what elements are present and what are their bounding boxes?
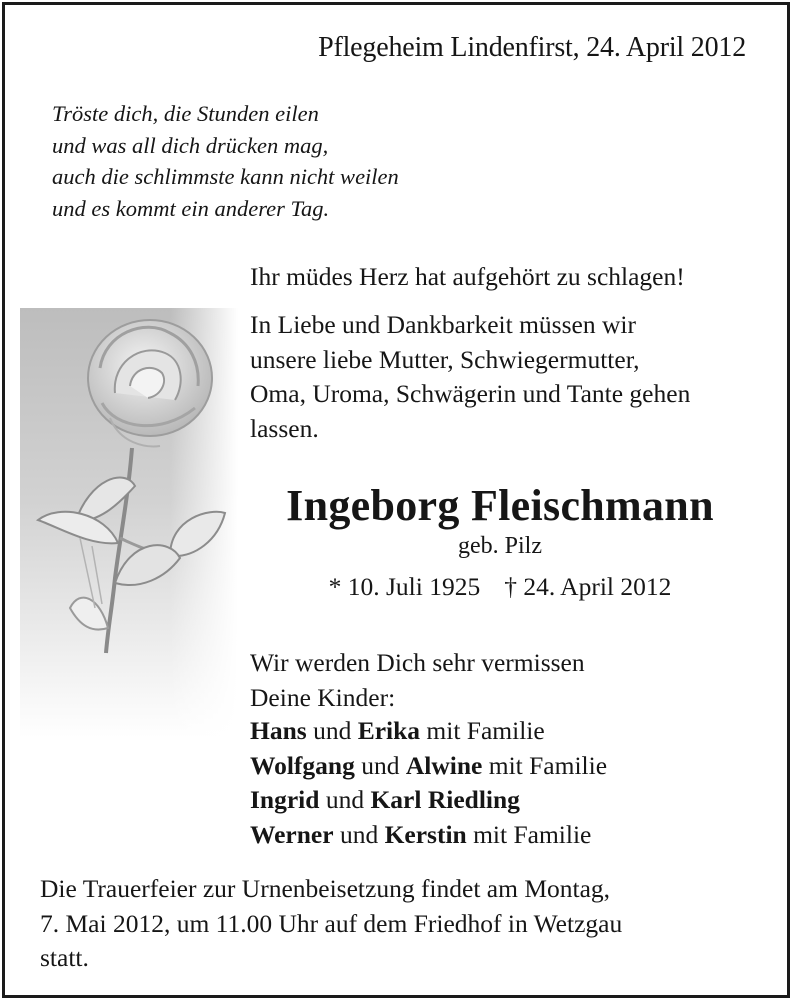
family-entry — [250, 749, 770, 784]
announcement-line: lassen. — [250, 413, 319, 443]
family-entry — [250, 783, 770, 818]
rose-icon — [20, 308, 238, 738]
family-second-name: Kerstin — [384, 819, 467, 849]
life-dates — [250, 572, 750, 602]
family-suffix: mit Familie — [473, 819, 592, 849]
family-first-name: Ingrid — [250, 785, 320, 814]
deceased-name: Ingeborg Fleischmann — [286, 481, 714, 530]
family-and: und — [325, 785, 365, 814]
ceremony-line: 7. Mai 2012, um 11.00 Uhr auf dem Friedhof in Wetzgau — [40, 908, 623, 938]
family-first-name: Wolfgang — [250, 750, 355, 780]
announcement-line: In Liebe und Dankbarkeit müssen wir — [250, 310, 636, 339]
family-second-name: Erika — [357, 716, 421, 745]
children-label: Deine Kinder: — [250, 682, 396, 712]
family-suffix: mit Familie — [426, 716, 545, 745]
poem — [52, 98, 399, 224]
announcement-line: Oma, Uroma, Schwägerin und Tante gehen — [250, 379, 691, 408]
poem-line: und es kommt ein anderer Tag. — [52, 195, 330, 221]
birth-date: * 10. Juli 1925 — [328, 572, 481, 601]
place-date: Pflegeheim Lindenfirst, 24. April 2012 — [318, 32, 746, 63]
family-entry — [250, 714, 770, 749]
ceremony-line: Die Trauerfeier zur Urnenbeisetzung findet am Montag, — [40, 874, 611, 903]
family-first-name: Werner — [250, 819, 334, 849]
family-second-name: Alwine — [405, 750, 483, 780]
heart-line: Ihr müdes Herz hat aufgehört zu schlagen! — [250, 262, 685, 291]
mourners-list — [250, 714, 770, 852]
birth-name: geb. Pilz — [458, 533, 542, 559]
family-entry — [250, 818, 770, 853]
announcement-line: unsere liebe Mutter, Schwiegermutter, — [250, 344, 640, 374]
poem-line: und was all dich drücken mag, — [52, 132, 329, 158]
family-and: und — [361, 750, 400, 780]
poem-line: auch die schlimmste kann nicht weilen — [52, 164, 399, 189]
announcement-text — [250, 308, 770, 446]
family-second-name: Karl Riedling — [370, 785, 520, 814]
ceremony-line: statt. — [40, 943, 89, 972]
poem-line: Tröste dich, die Stunden eilen — [52, 101, 319, 126]
miss-line: Wir werden Dich sehr vermissen — [250, 648, 585, 677]
family-and: und — [339, 819, 379, 849]
death-date: † 24. April 2012 — [504, 572, 672, 601]
family-suffix: mit Familie — [488, 750, 608, 780]
ceremony-notice — [40, 872, 760, 976]
mourners-intro — [250, 646, 770, 715]
family-first-name: Hans — [250, 716, 307, 745]
family-and: und — [313, 716, 352, 745]
